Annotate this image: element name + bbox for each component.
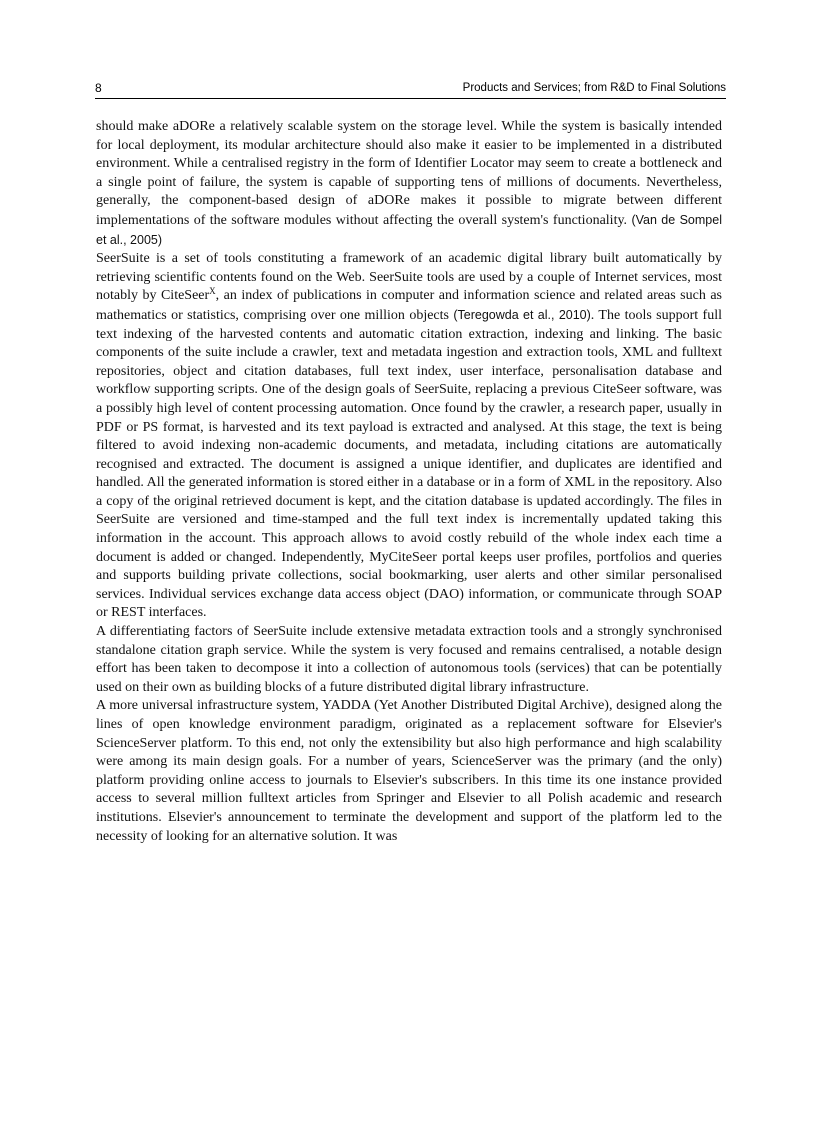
paragraph-text: . The tools support full text indexing of the harvested contents and automatic citation extraction, indexing and linking. The basic components of the suite include a crawler, text and metadata ingestion and extraction tools, XML and fulltext repositories, object and citation databases, full text index, user interface, personalisation database and workflow supporting scripts. One of the design goals of SeerSuite, replacing a previous CiteSeer software, was a possibly high level of content processing automation. Once found by the crawler, a research paper, usually in PDF or PS format, is harvested and its text payload is extracted and analysed. At this stage, the text is being filtered to avoid indexing non-academic documents, and metadata, including citations are automatically recognised and extracted. The document is assigned a unique identifier, and duplicates are identified and handled. All the generated information is stored either in a database or in a form of XML in the repository. Also a copy of the original retrieved document is kept, and the citation database is updated accordingly. The files in SeerSuite are versioned and time-stamped and the full text index is incrementally updated taking this information in the account. This approach allows to avoid costly rebuild of the whole index each time a document is added or changed. Independently, MyCiteSeer portal keeps user profiles, portfolios and queries and supports building private collections, social bookmarking, user alerts and other similar personalised services. Individual services exchange data access object (DAO) information, or communicate through SOAP or REST interfaces. <box>96 307 722 621</box>
running-header <box>95 80 726 99</box>
page-number: 8 <box>95 81 102 95</box>
running-title: Products and Services; from R&D to Final Solutions <box>462 82 726 94</box>
paragraph-adore-scalability <box>96 118 722 250</box>
paragraph-text: A more universal infrastructure system, YADDA (Yet Another Distributed Digital Archive), designed along the lines of open knowledge environment paradigm, originated as a replacement software for Elsevier's ScienceServer platform. To this end, not only the extensibility but also high performance and high scalability were among its main design goals. For a number of years, ScienceServer was the primary (and the only) platform providing online access to journals to Elsevier's subscribers. In this time its one instance provided access to several million fulltext articles from Springer and Elsevier to all Polish academic and research institutions. Elsevier's announcement to terminate the development and support of the platform led to the necessity of looking for an alternative solution. It was <box>96 698 722 844</box>
citation: (Van de Sompel et al., 2005) <box>96 212 722 247</box>
paragraph-seersuite-differentiators <box>96 623 722 697</box>
paragraph-text: SeerSuite is a set of tools constituting a framework of an academic digital library built automatically by retrieving scientific contents found on the Web. SeerSuite tools are used by a couple of Internet services, most notably by CiteSeer <box>96 251 722 304</box>
paragraph-yadda <box>96 697 722 846</box>
paragraph-seersuite-overview <box>96 250 722 623</box>
superscript-x: X <box>209 286 216 297</box>
paragraph-text: , an index of publications in computer and information science and related areas such as mathematics or statistics, comprising over one million objects <box>96 288 722 323</box>
citation: (Teregowda et al., 2010) <box>453 307 591 322</box>
body-text <box>96 118 722 846</box>
paragraph-text: should make aDORe a relatively scalable system on the storage level. While the system is basically intended for local deployment, its modular architecture should also make it easier to be implemented in a distributed environment. While a centralised registry in the form of Identifier Locator may seem to create a bottleneck and a single point of failure, the system is capable of supporting tens of millions of documents. Nevertheless, generally, the component-based design of aDORe makes it possible to migrate between different implementations of the software modules without affecting the overall system's functionality. <box>96 119 722 228</box>
paragraph-text: A differentiating factors of SeerSuite include extensive metadata extraction tools and a strongly synchronised standalone citation graph service. While the system is very focused and remains centralised, a notable design effort has been taken to decompose it into a collection of autonomous tools (services) that can be potentially used on their own as building blocks of a future distributed digital library infrastructure. <box>96 624 722 695</box>
